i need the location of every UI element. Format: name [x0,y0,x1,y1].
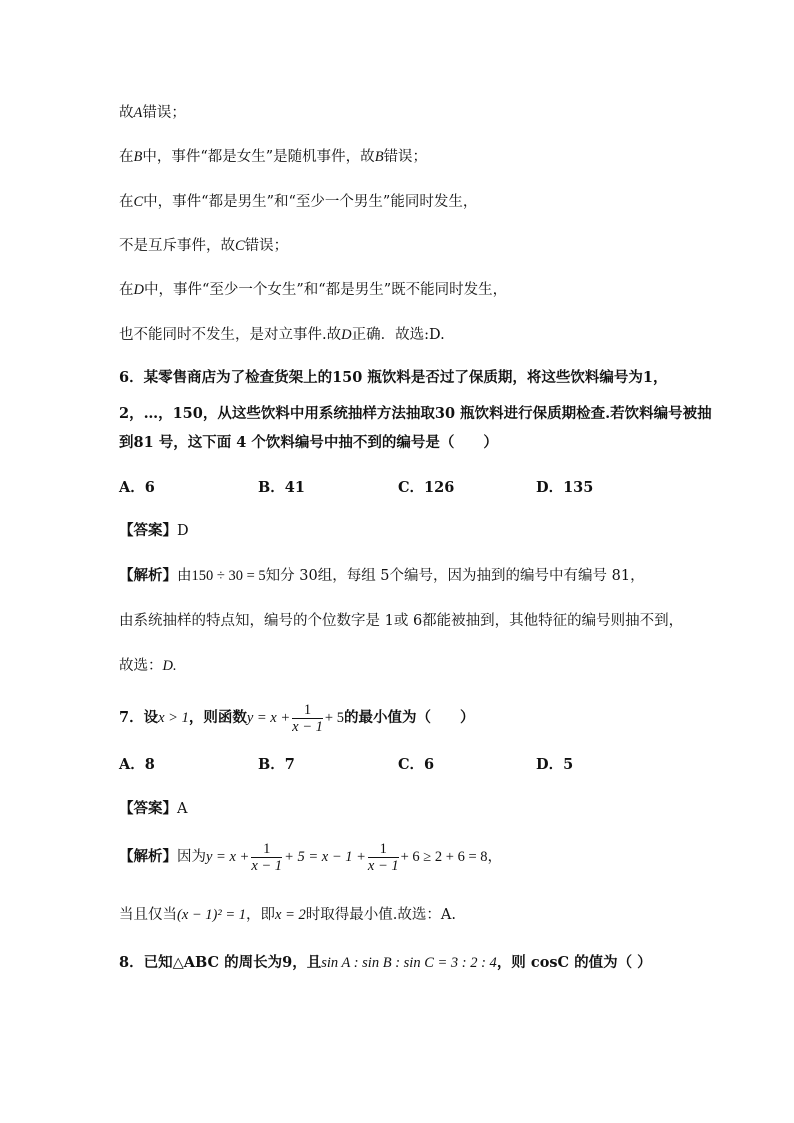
fraction [292,702,323,735]
text: 不是互斥事件，故 [119,238,235,254]
q6-options [119,478,719,498]
var: C [133,194,144,210]
q7-stem [119,700,474,736]
text: 8．已知△ABC 的周长为9，且 [119,954,322,971]
text: 因为 [177,849,206,865]
fraction [368,841,399,874]
var: B [374,149,384,165]
q7-option-b: B．7 [258,756,295,773]
math: + 6 ≥ 2 + 6 = 8 [400,849,488,865]
text: 错误； [244,238,289,254]
text: 也不能同时不发生，是对立事件.故 [119,327,342,343]
q7-answer [119,799,187,819]
text: ，即 [246,907,276,923]
text: ，则 cosC 的值为（ ） [496,954,652,971]
var: A [133,105,143,121]
q8-stem [119,953,652,973]
numerator: 1 [292,702,323,719]
math: + 5 [324,710,344,726]
q7-option-c: C．6 [398,756,435,773]
analysis-line-3 [119,192,477,212]
q6-analysis-line-1 [119,566,645,586]
text: 的最小值为（ ） [343,709,475,726]
q6-stem-line-3: 到81 号，这下面 4 个饮料编号中抽不到的编号是（ ） [119,434,498,451]
math: (x − 1)² = 1 [177,907,247,923]
analysis-label: 【解析】 [119,567,177,584]
text: ，则函数 [188,709,247,726]
denominator: x − 1 [292,718,323,735]
math: + 5 = x − 1 + [284,849,366,865]
text: 错误； [383,149,428,165]
var: C [235,238,245,254]
analysis-line-2 [119,147,427,167]
text: 故 [119,105,134,121]
text: 7．设 [119,709,159,726]
math: sin A : sin B : sin C = 3 : 2 : 4 [321,955,497,971]
text: 知分 30组，每组 5个编号，因为抽到的编号中有编号 81， [265,568,645,584]
q6-option-c: C．126 [398,479,455,496]
text: 时取得最小值.故选：A. [305,907,456,923]
analysis-line-4 [119,236,288,256]
text: 在 [119,282,134,298]
analysis-line-1 [119,103,186,123]
q6-analysis-line-3 [119,656,177,676]
text: 当且仅当 [119,907,177,923]
math: y = x + [206,849,250,865]
q7-analysis-line-1 [119,838,502,876]
q6-option-d: D．135 [536,479,594,496]
math: y = x + [246,710,291,726]
math: x = 2 [275,907,306,923]
text: 故选： [119,658,163,674]
text: 中，事件“都是男生”和“至少一个男生”能同时发生， [143,194,478,210]
q7-option-a: A．8 [119,756,155,773]
text: 由 [177,568,192,584]
var: B [133,149,143,165]
numerator: 1 [368,841,399,858]
analysis-line-5 [119,280,507,300]
text: ， [487,849,502,865]
math: x > 1 [158,710,189,726]
q7-option-d: D．5 [536,756,574,773]
text: 正确．故选:D. [351,327,445,343]
denominator: x − 1 [251,857,283,874]
var: D [341,327,352,343]
text: 中，事件“都是女生”是随机事件，故 [142,149,375,165]
answer-value: A [177,801,188,817]
q6-answer [119,521,189,541]
var: D. [162,658,177,674]
text: 在 [119,149,134,165]
text: 中，事件“至少一个女生”和“都是男生”既不能同时发生， [143,282,508,298]
denominator: x − 1 [367,857,399,874]
answer-value: D [177,523,189,539]
q7-analysis-line-2 [119,905,456,925]
analysis-line-6 [119,325,445,345]
q7-options [119,755,719,775]
q6-stem-line-1: 6．某零售商店为了检查货架上的150 瓶饮料是否过了保质期，将这些饮料编号为1， [119,369,668,386]
q6-analysis-line-2: 由系统抽样的特点知，编号的个位数字是 1或 6都能被抽到，其他特征的编号则抽不到， [119,613,684,629]
text: 错误； [142,105,186,121]
var: D [133,282,144,298]
answer-label: 【答案】 [119,800,177,817]
fraction [251,841,282,874]
text: 在 [119,194,134,210]
q6-option-b: B．41 [258,479,305,496]
numerator: 1 [251,841,282,858]
analysis-label: 【解析】 [119,848,177,865]
q6-option-a: A．6 [119,479,155,496]
q6-stem-line-2: 2，…，150，从这些饮料中用系统抽样方法抽取30 瓶饮料进行保质期检查.若饮料编号被抽 [119,405,712,422]
math: 150 ÷ 30 = 5 [191,568,266,584]
answer-label: 【答案】 [119,522,177,539]
